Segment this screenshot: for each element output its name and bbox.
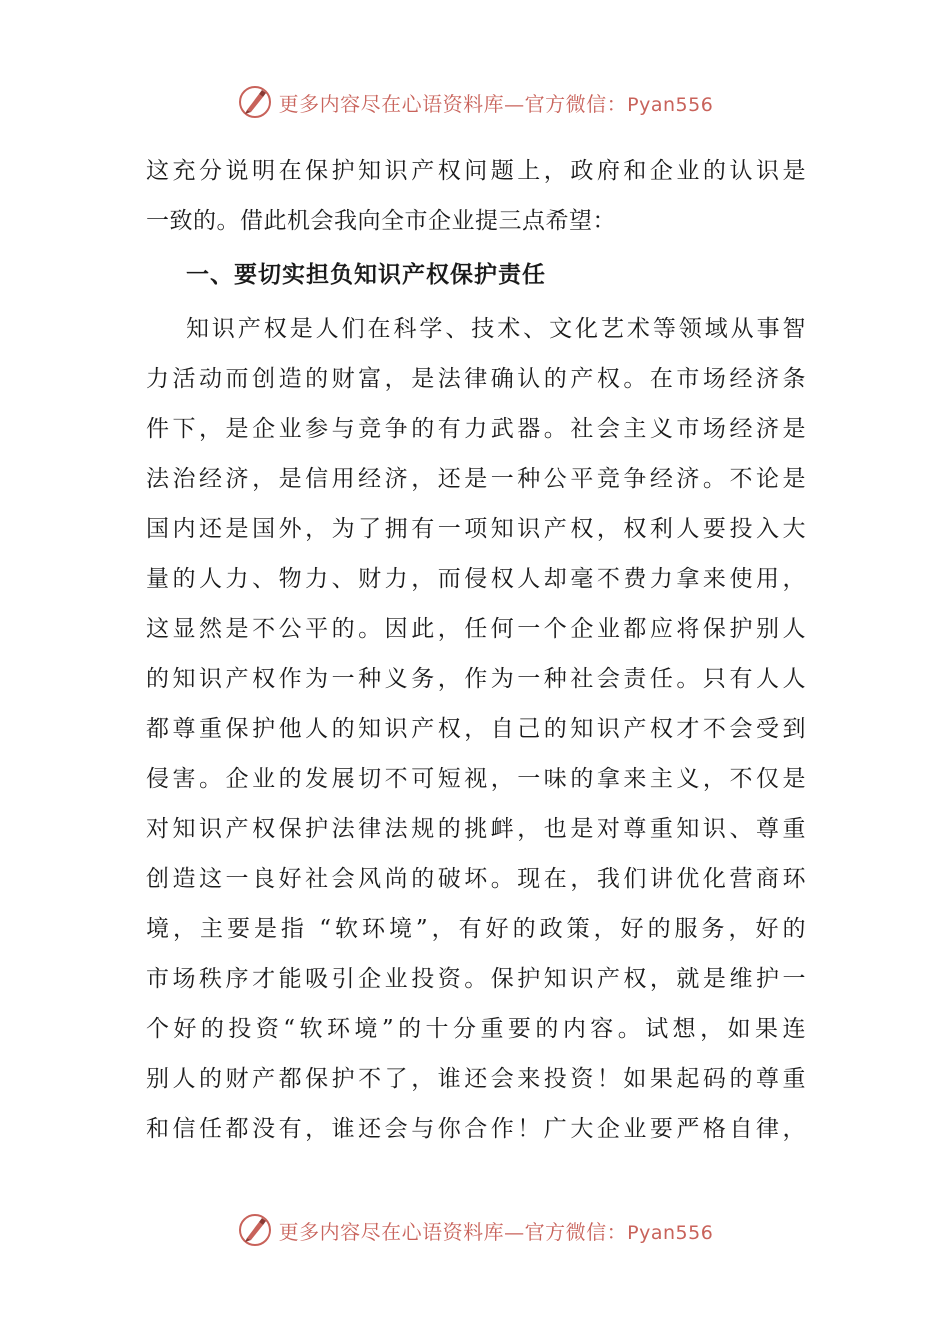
banner-wechat-id: Pyan556 [627,93,714,116]
pen-logo-icon [237,1212,273,1248]
intro-line-2: 一致的。借此机会我向全市企业提三点希望： [146,208,616,234]
paragraph-line: 力活动而创造的财富，是法律确认的产权。在市场经济条 [146,366,806,392]
intro-line-1: 这充分说明在保护知识产权问题上，政府和企业的认识是 [146,158,806,184]
banner-text: 更多内容尽在心语资料库—官方微信：Pyan556 [278,91,714,116]
paragraph-line: 创造这一良好社会风尚的破坏。现在，我们讲优化营商环 [146,866,806,892]
banner-text: 更多内容尽在心语资料库—官方微信：Pyan556 [278,1219,714,1244]
paragraph-line: 别人的财产都保护不了，谁还会来投资！如果起码的尊重 [146,1066,806,1092]
paragraph-line: 件下，是企业参与竞争的有力武器。社会主义市场经济是 [146,416,806,442]
paragraph-line: 都尊重保护他人的知识产权，自己的知识产权才不会受到 [146,716,806,742]
section-heading-1: 一、要切实担负知识产权保护责任 [186,262,546,288]
paragraph-line: 侵害。企业的发展切不可短视，一味的拿来主义，不仅是 [146,766,806,792]
pen-logo-icon [237,84,273,120]
paragraph-line: 个好的投资“软环境”的十分重要的内容。试想，如果连 [146,1016,806,1042]
paragraph-line: 法治经济，是信用经济，还是一种公平竞争经济。不论是 [146,466,806,492]
document-body [146,146,806,1154]
paragraph-line: 市场秩序才能吸引企业投资。保护知识产权，就是维护一 [146,966,806,992]
section-1-paragraph [146,304,806,1154]
paragraph-line: 知识产权是人们在科学、技术、文化艺术等领域从事智 [186,316,806,342]
footer-banner [0,1210,950,1250]
paragraph-line: 对知识产权保护法律法规的挑衅，也是对尊重知识、尊重 [146,816,806,842]
paragraph-line: 国内还是国外，为了拥有一项知识产权，权利人要投入大 [146,516,806,542]
paragraph-line: 的知识产权作为一种义务，作为一种社会责任。只有人人 [146,666,806,692]
paragraph-line: 和信任都没有，谁还会与你合作！广大企业要严格自律， [146,1116,806,1142]
paragraph-line: 量的人力、物力、财力，而侵权人却毫不费力拿来使用， [146,566,806,592]
paragraph-line: 这显然是不公平的。因此，任何一个企业都应将保护别人 [146,616,806,642]
header-banner [0,82,950,122]
banner-wechat-id: Pyan556 [627,1221,714,1244]
paragraph-line: 境，主要是指 “软环境”，有好的政策，好的服务，好的 [146,916,806,942]
